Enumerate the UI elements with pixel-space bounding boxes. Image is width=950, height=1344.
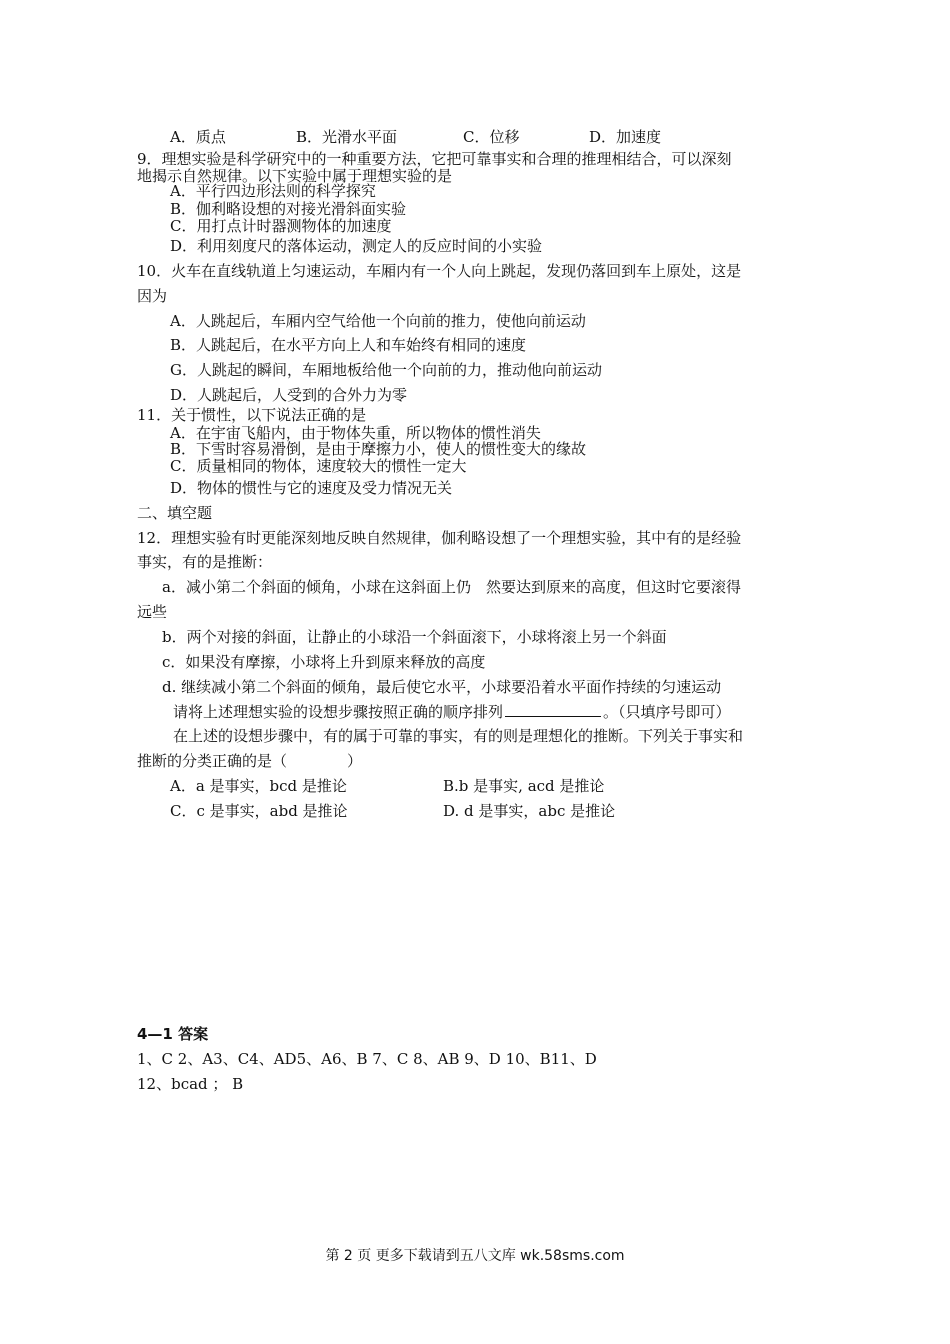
q10-option-a: A．人跳起后，车厢内空气给他一个向前的推力，使他向前运动 — [170, 312, 586, 330]
answers-title: 4—1 答案 — [137, 1025, 209, 1043]
q12-answer-blank[interactable] — [505, 702, 601, 717]
q9-option-a: A．平行四边形法则的科学探究 — [170, 182, 376, 200]
q10-stem-line-2: 因为 — [137, 287, 168, 305]
q12-option-a: A．a 是事实，bcd 是推论 — [170, 777, 347, 795]
q10-stem-line-1: 10．火车在直线轨道上匀速运动，车厢内有一个人向上跳起，发现仍落回到车上原处，这是 — [137, 262, 742, 280]
q10-option-g: G．人跳起的瞬间，车厢地板给他一个向前的力，推动他向前运动 — [170, 361, 602, 379]
q10-option-d: D．人跳起后，人受到的合外力为零 — [170, 386, 408, 404]
q12-option-c: C．c 是事实，abd 是推论 — [170, 802, 348, 820]
q12-step-a-line-1: a．减小第二个斜面的倾角，小球在这斜面上仍 然要达到原来的高度，但这时它要滚得 — [162, 578, 741, 596]
q12-stem-line-1: 12．理想实验有时更能深刻地反映自然规律，伽利略设想了一个理想实验，其中有的是经验 — [137, 529, 742, 547]
section-two-heading: 二、填空题 — [137, 504, 213, 522]
q8-options — [0, 128, 950, 146]
q12-step-c: c．如果没有摩擦，小球将上升到原来释放的高度 — [162, 653, 486, 671]
q12-order-prompt — [173, 702, 731, 721]
q11-option-a: A．在宇宙飞船内，由于物体失重，所以物体的惯性消失 — [170, 424, 541, 442]
q12-order-prefix: 请将上述理想实验的设想步骤按照正确的顺序排列 — [173, 703, 504, 721]
q9-option-c: C．用打点计时器测物体的加速度 — [170, 217, 392, 235]
q12-option-d: D. d 是事实，abc 是推论 — [443, 802, 616, 820]
q12-stem-line-2: 事实，有的是推断： — [137, 553, 273, 571]
q12-option-b: B.b 是事实, acd 是推论 — [443, 777, 605, 795]
q8-option-d: D．加速度 — [589, 128, 662, 146]
answers-line-1: 1、C 2、A3、C4、AD5、A6、B 7、C 8、AB 9、D 10、B11、D — [137, 1050, 597, 1068]
q12-classify-line-2: 推断的分类正确的是（ ） — [137, 752, 363, 770]
q9-stem-line-1: 9．理想实验是科学研究中的一种重要方法，它把可靠事实和合理的推理相结合，可以深刻 — [137, 150, 732, 168]
q12-step-a-line-2: 远些 — [137, 603, 168, 621]
q9-option-d: D．利用刻度尺的落体运动，测定人的反应时间的小实验 — [170, 237, 543, 255]
q12-order-suffix: 。（只填序号即可） — [603, 703, 731, 721]
q12-step-d: d. 继续减小第二个斜面的倾角，最后使它水平，小球要沿着水平面作持续的匀速运动 — [162, 678, 722, 696]
page-footer: 第 2 页 更多下载请到五八文库 wk.58sms.com — [325, 1248, 625, 1264]
q9-option-b: B．伽利略设想的对接光滑斜面实验 — [170, 200, 407, 218]
answers-line-2: 12、bcad ； B — [137, 1075, 244, 1093]
q8-option-c: C．位移 — [463, 128, 520, 146]
q11-option-c: C．质量相同的物体，速度较大的惯性一定大 — [170, 457, 467, 475]
q12-classify-line-1: 在上述的设想步骤中，有的属于可靠的事实，有的则是理想化的推断。下列关于事实和 — [173, 727, 744, 745]
q12-step-b: b．两个对接的斜面，让静止的小球沿一个斜面滚下，小球将滚上另一个斜面 — [162, 628, 667, 646]
q10-option-b: B．人跳起后，在水平方向上人和车始终有相同的速度 — [170, 336, 527, 354]
q11-stem: 11．关于惯性，以下说法正确的是 — [137, 406, 367, 424]
q8-option-b: B．光滑水平面 — [296, 128, 398, 146]
q11-option-b: B．下雪时容易滑倒，是由于摩擦力小，使人的惯性变大的缘故 — [170, 440, 587, 458]
q8-option-a: A．质点 — [170, 128, 226, 146]
q11-option-d: D．物体的惯性与它的速度及受力情况无关 — [170, 479, 453, 497]
q9-stem-line-2: 地揭示自然规律。以下实验中属于理想实验的是 — [137, 167, 453, 185]
